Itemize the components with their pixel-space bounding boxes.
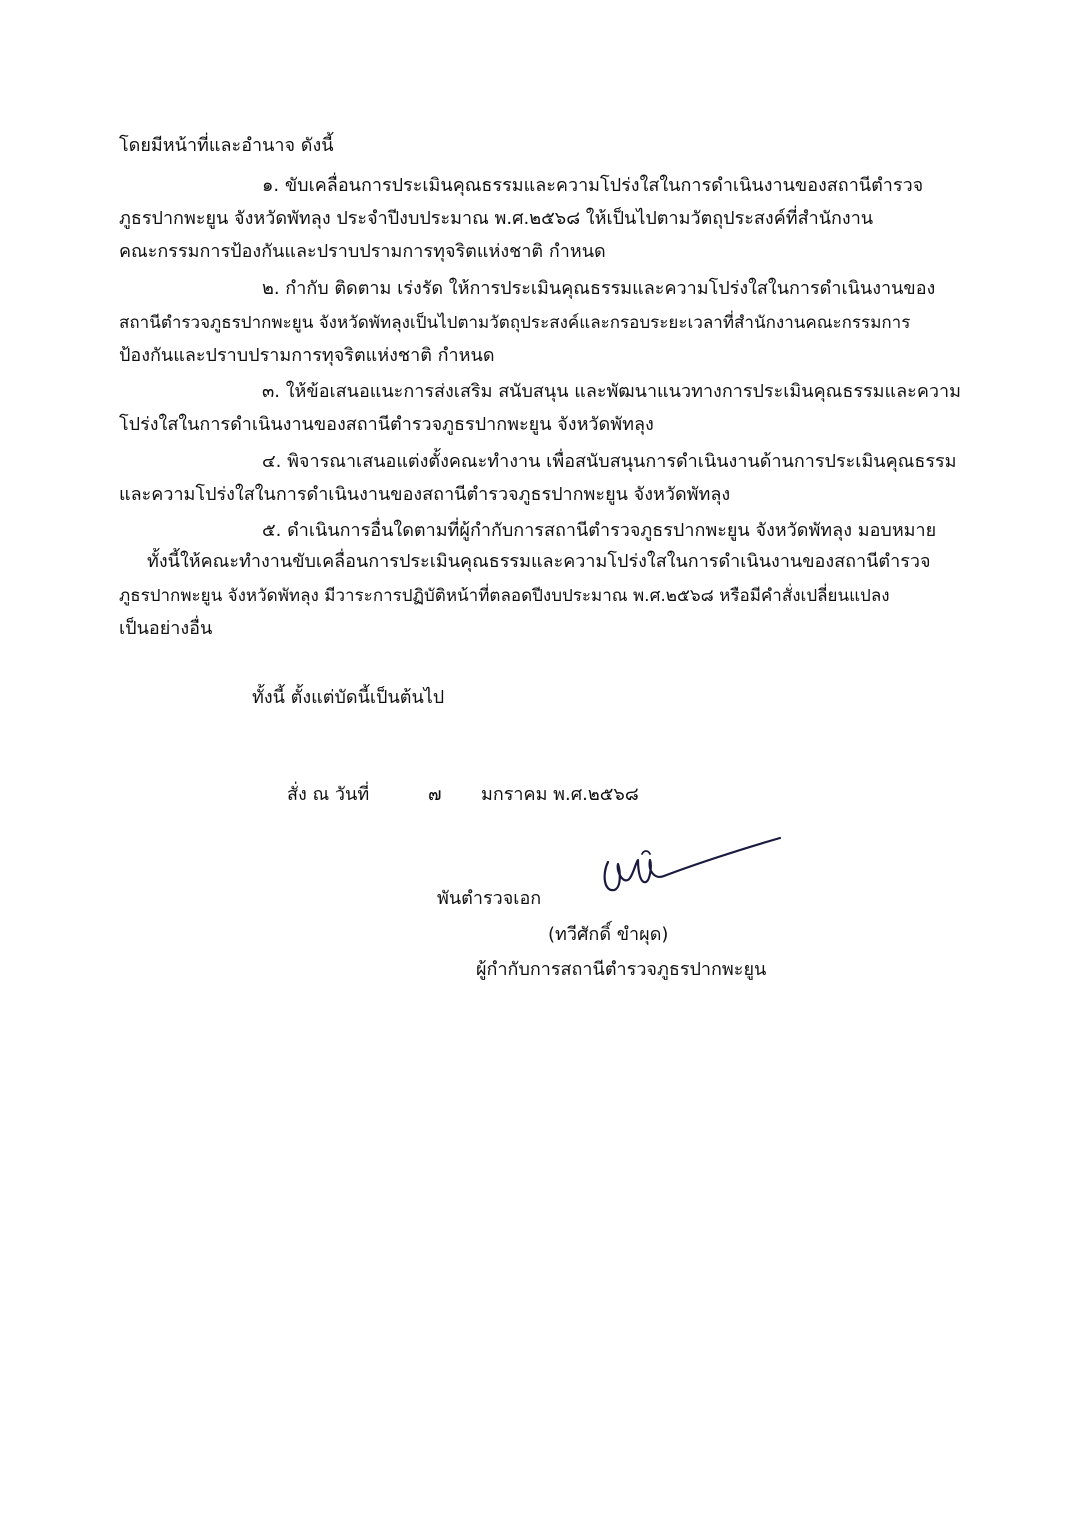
duty-5-line-1: ๕. ดำเนินการอื่นใดตามที่ผู้กำกับการสถานีตำรวจภูธรปากพะยูน จังหวัดพัทลุง มอบหมาย xyxy=(262,520,937,541)
signatory-rank: พันตำรวจเอก xyxy=(437,888,542,909)
term-line-3: เป็นอย่างอื่น xyxy=(119,618,213,639)
duty-4-line-1: ๔. พิจารณาเสนอแต่งตั้งคณะทำงาน เพื่อสนับสนุนการดำเนินงานด้านการประเมินคุณธรรม xyxy=(262,451,957,472)
duty-3-line-2: โปร่งใสในการดำเนินงานของสถานีตำรวจภูธรปากพะยูน จังหวัดพัทลุง xyxy=(119,414,654,435)
duty-4-line-2: และความโปร่งใสในการดำเนินงานของสถานีตำรวจภูธรปากพะยูน จังหวัดพัทลุง xyxy=(119,484,731,505)
duty-1-line-2: ภูธรปากพะยูน จังหวัดพัทลุง ประจำปีงบประมาณ พ.ศ.๒๕๖๘ ให้เป็นไปตามวัตถุประสงค์ที่สำนักงาน xyxy=(119,208,874,229)
term-line-2: ภูธรปากพะยูน จังหวัดพัทลุง มีวาระการปฏิบัติหน้าที่ตลอดปีงบประมาณ พ.ศ.๒๕๖๘ หรือมีคำสั่งเปลี่ยนแปลง xyxy=(119,586,890,606)
order-date-month-year: มกราคม พ.ศ.๒๕๖๘ xyxy=(481,784,639,805)
effective-text: ทั้งนี้ ตั้งแต่บัดนี้เป็นต้นไป xyxy=(252,687,445,708)
term-line-1: ทั้งนี้ให้คณะทำงานขับเคลื่อนการประเมินคุณธรรมและความโปร่งใสในการดำเนินงานของสถานีตำรวจ xyxy=(147,551,931,572)
duty-1-line-3: คณะกรรมการป้องกันและปราบปรามการทุจริตแห่งชาติ กำหนด xyxy=(119,241,606,262)
duty-3-line-1: ๓. ให้ข้อเสนอแนะการส่งเสริม สนับสนุน และพัฒนาแนวทางการประเมินคุณธรรมและความ xyxy=(262,381,961,402)
intro-text: โดยมีหน้าที่และอำนาจ ดังนี้ xyxy=(119,135,334,156)
order-date-prefix: สั่ง ณ วันที่ xyxy=(287,784,370,805)
signatory-position: ผู้กำกับการสถานีตำรวจภูธรปากพะยูน xyxy=(476,959,767,980)
duty-2-line-2: สถานีตำรวจภูธรปากพะยูน จังหวัดพัทลุงเป็นไปตามวัตถุประสงค์และกรอบระยะเวลาที่สำนักงานคณะกรรมการ xyxy=(119,313,911,333)
duty-2-line-1: ๒. กำกับ ติดตาม เร่งรัด ให้การประเมินคุณธรรมและความโปร่งใสในการดำเนินงานของ xyxy=(262,278,936,299)
signatory-name: (ทวีศักดิ์ ขำผุด) xyxy=(548,924,669,945)
duty-2-line-3: ป้องกันและปราบปรามการทุจริตแห่งชาติ กำหนด xyxy=(119,345,495,366)
handwritten-signature xyxy=(598,826,788,916)
duty-1-line-1: ๑. ขับเคลื่อนการประเมินคุณธรรมและความโปร่งใสในการดำเนินงานของสถานีตำรวจ xyxy=(262,175,924,196)
order-date-day: ๗ xyxy=(428,784,442,805)
